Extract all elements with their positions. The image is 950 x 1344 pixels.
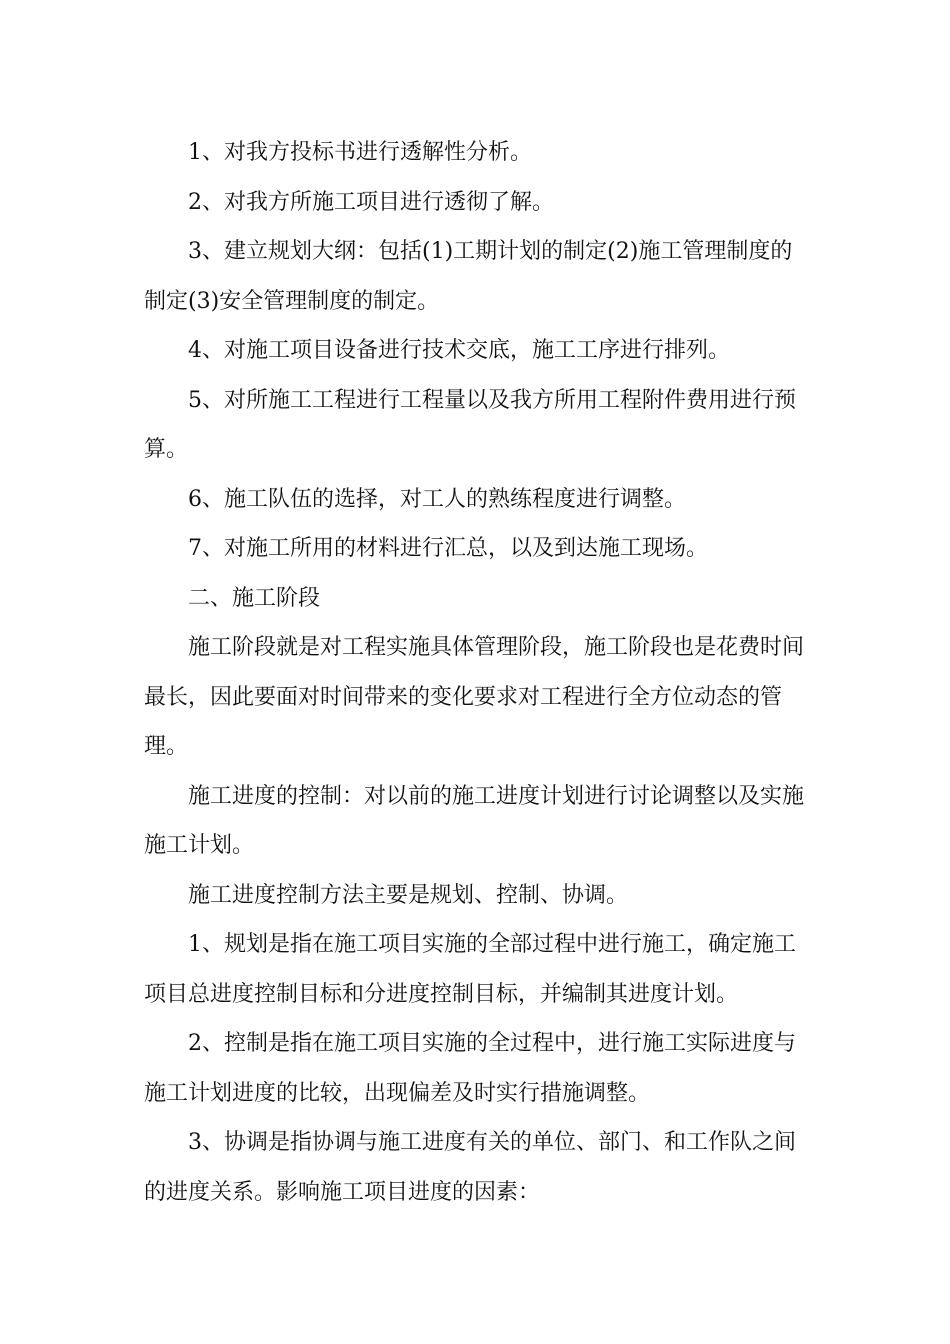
paragraph-preparation-6: 6、施工队伍的选择，对工人的熟练程度进行调整。 (188, 486, 686, 512)
paragraph-preparation-1: 1、对我方投标书进行透解性分析。 (188, 140, 532, 165)
paragraph-method-coordination: 3、协调是指协调与施工进度有关的单位、部门、和工作队之间的进度关系。影响施工项目进度的因素： (144, 1130, 796, 1205)
section-heading: 二、施工阶段 (188, 585, 321, 611)
paragraph-preparation-5: 5、对所施工工程进行工程量以及我方所用工程附件费用进行预算。 (144, 387, 796, 462)
document-body (144, 128, 806, 1217)
paragraph-preparation-2: 2、对我方所施工项目进行透彻了解。 (188, 189, 554, 215)
paragraph-progress-control: 施工进度的控制：对以前的施工进度计划进行讨论调整以及实施施工计划。 (144, 783, 805, 858)
paragraph-construction-stage: 施工阶段就是对工程实施具体管理阶段，施工阶段也是花费时间最长，因此要面对时间带来的变化要求对工程进行全方位动态的管理。 (144, 635, 805, 759)
paragraph-method-control: 2、控制是指在施工项目实施的全过程中，进行施工实际进度与施工计划进度的比较，出现偏差及时实行措施调整。 (144, 1031, 796, 1106)
paragraph-preparation-4: 4、对施工项目设备进行技术交底，施工工序进行排列。 (188, 338, 730, 363)
paragraph-preparation-3: 3、建立规划大纲：包括(1)工期计划的制定(2)施工管理制度的制定(3)安全管理制度的制定。 (144, 239, 793, 314)
paragraph-control-methods: 施工进度控制方法主要是规划、控制、协调。 (188, 882, 629, 908)
paragraph-method-planning: 1、规划是指在施工项目实施的全部过程中进行施工，确定施工项目总进度控制目标和分进度控制目标，并编制其进度计划。 (144, 932, 796, 1007)
paragraph-preparation-7: 7、对施工所用的材料进行汇总，以及到达施工现场。 (188, 536, 708, 561)
